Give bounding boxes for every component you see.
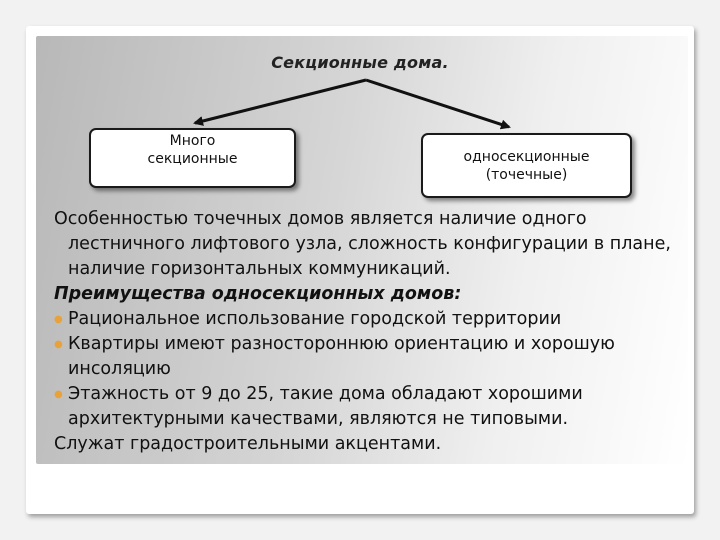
bullet-text: Этажность от 9 до 25, такие дома обладают хорошими архитектурными качествами, являются не типовыми. (68, 384, 583, 429)
bullet-icon: ● (54, 389, 63, 400)
single-section-box: односекционные (точечные) (421, 133, 632, 198)
slide-title: Секционные дома. (271, 53, 449, 72)
advantages-heading: Преимущества односекционных домов: (54, 284, 462, 304)
list-item (54, 332, 684, 382)
bullet-icon: ● (54, 339, 63, 350)
bullet-text: Квартиры имеют разностороннюю ориентацию и хорошую инсоляцию (68, 334, 615, 379)
intro-paragraph: Особенностью точечных домов является наличие одного лестничного лифтового узла, сложность конфигурации в плане, наличие горизонтальных коммуникаций. (54, 209, 671, 279)
closing-line: Служат градостроительными акцентами. (54, 434, 442, 454)
bullet-text: Рациональное использование городской территории (68, 309, 562, 329)
list-item (54, 307, 684, 332)
body-text (54, 207, 684, 457)
bullet-icon: ● (54, 314, 63, 325)
list-item (54, 382, 684, 432)
multi-section-box: Много секционные (89, 128, 296, 188)
